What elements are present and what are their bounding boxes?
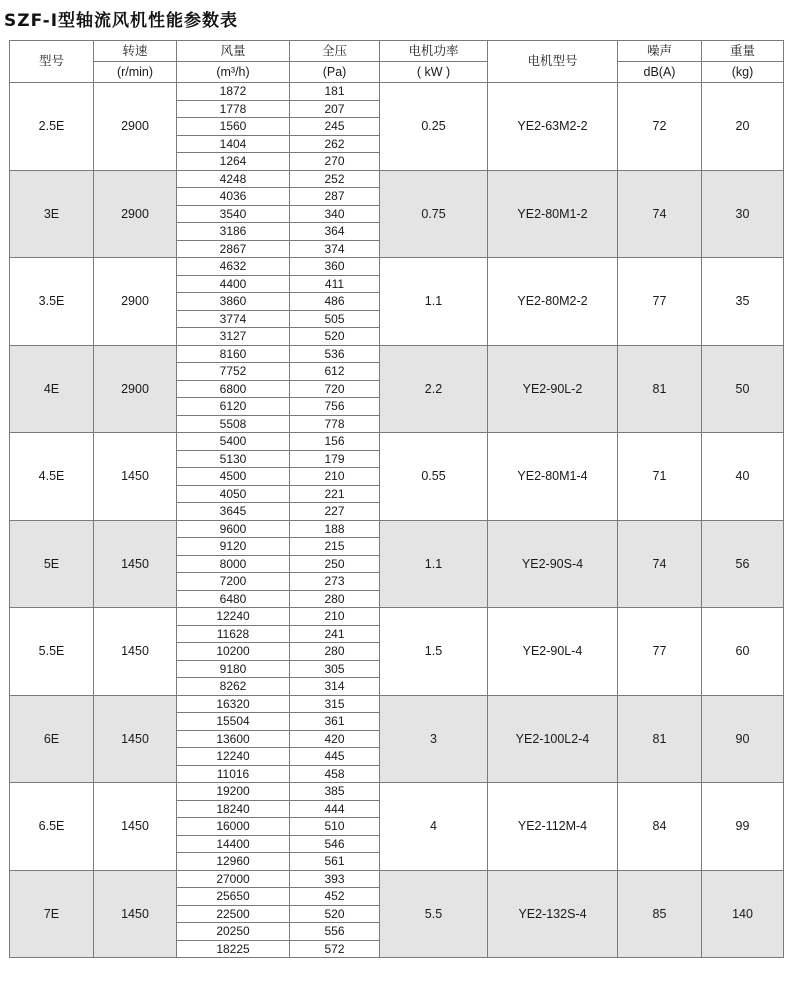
pressure-cell: 546 bbox=[290, 835, 380, 853]
header-power-unit: ( kW ) bbox=[380, 62, 488, 83]
speed-cell: 2900 bbox=[94, 170, 177, 258]
power-cell: 3 bbox=[380, 695, 488, 783]
table-row bbox=[10, 695, 784, 713]
airflow-cell: 25650 bbox=[177, 888, 290, 906]
model-cell: 4.5E bbox=[10, 433, 94, 521]
airflow-cell: 14400 bbox=[177, 835, 290, 853]
motor-cell: YE2-132S-4 bbox=[488, 870, 618, 958]
model-cell: 3.5E bbox=[10, 258, 94, 346]
pressure-cell: 215 bbox=[290, 538, 380, 556]
page-title: SZF-I型轴流风机性能参数表 bbox=[4, 11, 239, 31]
airflow-cell: 12240 bbox=[177, 748, 290, 766]
pressure-cell: 360 bbox=[290, 258, 380, 276]
airflow-cell: 3860 bbox=[177, 293, 290, 311]
noise-cell: 85 bbox=[618, 870, 702, 958]
airflow-cell: 16320 bbox=[177, 695, 290, 713]
header-pressure-unit: (Pa) bbox=[290, 62, 380, 83]
airflow-cell: 4036 bbox=[177, 188, 290, 206]
weight-cell: 56 bbox=[702, 520, 784, 608]
pressure-cell: 280 bbox=[290, 590, 380, 608]
header-speed-unit: (r/min) bbox=[94, 62, 177, 83]
weight-cell: 60 bbox=[702, 608, 784, 696]
airflow-cell: 1872 bbox=[177, 83, 290, 101]
model-cell: 5E bbox=[10, 520, 94, 608]
table-row bbox=[10, 783, 784, 801]
model-cell: 6E bbox=[10, 695, 94, 783]
table-row bbox=[10, 608, 784, 626]
motor-cell: YE2-80M2-2 bbox=[488, 258, 618, 346]
airflow-cell: 3127 bbox=[177, 328, 290, 346]
power-cell: 1.5 bbox=[380, 608, 488, 696]
header-power: 电机功率 bbox=[380, 41, 488, 62]
power-cell: 2.2 bbox=[380, 345, 488, 433]
header-weight-unit: (kg) bbox=[702, 62, 784, 83]
pressure-cell: 756 bbox=[290, 398, 380, 416]
pressure-cell: 181 bbox=[290, 83, 380, 101]
pressure-cell: 314 bbox=[290, 678, 380, 696]
airflow-cell: 1778 bbox=[177, 100, 290, 118]
pressure-cell: 561 bbox=[290, 853, 380, 871]
power-cell: 1.1 bbox=[380, 258, 488, 346]
airflow-cell: 4400 bbox=[177, 275, 290, 293]
header-motor: 电机型号 bbox=[488, 41, 618, 83]
motor-cell: YE2-90L-4 bbox=[488, 608, 618, 696]
airflow-cell: 18225 bbox=[177, 940, 290, 958]
weight-cell: 20 bbox=[702, 83, 784, 171]
weight-cell: 140 bbox=[702, 870, 784, 958]
pressure-cell: 720 bbox=[290, 380, 380, 398]
pressure-cell: 556 bbox=[290, 923, 380, 941]
pressure-cell: 612 bbox=[290, 363, 380, 381]
airflow-cell: 9600 bbox=[177, 520, 290, 538]
pressure-cell: 156 bbox=[290, 433, 380, 451]
airflow-cell: 22500 bbox=[177, 905, 290, 923]
pressure-cell: 445 bbox=[290, 748, 380, 766]
pressure-cell: 280 bbox=[290, 643, 380, 661]
weight-cell: 40 bbox=[702, 433, 784, 521]
motor-cell: YE2-63M2-2 bbox=[488, 83, 618, 171]
table-row bbox=[10, 870, 784, 888]
airflow-cell: 12960 bbox=[177, 853, 290, 871]
airflow-cell: 7752 bbox=[177, 363, 290, 381]
pressure-cell: 179 bbox=[290, 450, 380, 468]
airflow-cell: 3186 bbox=[177, 223, 290, 241]
airflow-cell: 3540 bbox=[177, 205, 290, 223]
noise-cell: 74 bbox=[618, 170, 702, 258]
pressure-cell: 374 bbox=[290, 240, 380, 258]
weight-cell: 30 bbox=[702, 170, 784, 258]
pressure-cell: 572 bbox=[290, 940, 380, 958]
table-row bbox=[10, 520, 784, 538]
table-body bbox=[10, 83, 784, 958]
model-cell: 3E bbox=[10, 170, 94, 258]
table-row bbox=[10, 258, 784, 276]
noise-cell: 74 bbox=[618, 520, 702, 608]
pressure-cell: 364 bbox=[290, 223, 380, 241]
noise-cell: 72 bbox=[618, 83, 702, 171]
speed-cell: 1450 bbox=[94, 870, 177, 958]
speed-cell: 1450 bbox=[94, 433, 177, 521]
pressure-cell: 250 bbox=[290, 555, 380, 573]
airflow-cell: 7200 bbox=[177, 573, 290, 591]
model-cell: 6.5E bbox=[10, 783, 94, 871]
weight-cell: 35 bbox=[702, 258, 784, 346]
airflow-cell: 4632 bbox=[177, 258, 290, 276]
noise-cell: 81 bbox=[618, 345, 702, 433]
header-noise-unit: dB(A) bbox=[618, 62, 702, 83]
noise-cell: 81 bbox=[618, 695, 702, 783]
airflow-cell: 6480 bbox=[177, 590, 290, 608]
noise-cell: 77 bbox=[618, 608, 702, 696]
pressure-cell: 520 bbox=[290, 905, 380, 923]
weight-cell: 50 bbox=[702, 345, 784, 433]
airflow-cell: 15504 bbox=[177, 713, 290, 731]
speed-cell: 1450 bbox=[94, 695, 177, 783]
airflow-cell: 1560 bbox=[177, 118, 290, 136]
header-pressure: 全压 bbox=[290, 41, 380, 62]
motor-cell: YE2-80M1-2 bbox=[488, 170, 618, 258]
airflow-cell: 20250 bbox=[177, 923, 290, 941]
airflow-cell: 27000 bbox=[177, 870, 290, 888]
airflow-cell: 5400 bbox=[177, 433, 290, 451]
airflow-cell: 4248 bbox=[177, 170, 290, 188]
pressure-cell: 221 bbox=[290, 485, 380, 503]
airflow-cell: 8160 bbox=[177, 345, 290, 363]
model-cell: 2.5E bbox=[10, 83, 94, 171]
pressure-cell: 420 bbox=[290, 730, 380, 748]
power-cell: 5.5 bbox=[380, 870, 488, 958]
header-speed: 转速 bbox=[94, 41, 177, 62]
pressure-cell: 210 bbox=[290, 468, 380, 486]
airflow-cell: 9180 bbox=[177, 660, 290, 678]
airflow-cell: 11016 bbox=[177, 765, 290, 783]
speed-cell: 2900 bbox=[94, 345, 177, 433]
weight-cell: 90 bbox=[702, 695, 784, 783]
airflow-cell: 18240 bbox=[177, 800, 290, 818]
pressure-cell: 778 bbox=[290, 415, 380, 433]
motor-cell: YE2-112M-4 bbox=[488, 783, 618, 871]
motor-cell: YE2-90S-4 bbox=[488, 520, 618, 608]
power-cell: 0.55 bbox=[380, 433, 488, 521]
pressure-cell: 452 bbox=[290, 888, 380, 906]
speed-cell: 1450 bbox=[94, 520, 177, 608]
airflow-cell: 11628 bbox=[177, 625, 290, 643]
pressure-cell: 207 bbox=[290, 100, 380, 118]
noise-cell: 84 bbox=[618, 783, 702, 871]
power-cell: 4 bbox=[380, 783, 488, 871]
airflow-cell: 3645 bbox=[177, 503, 290, 521]
pressure-cell: 458 bbox=[290, 765, 380, 783]
speed-cell: 1450 bbox=[94, 783, 177, 871]
weight-cell: 99 bbox=[702, 783, 784, 871]
airflow-cell: 19200 bbox=[177, 783, 290, 801]
airflow-cell: 8000 bbox=[177, 555, 290, 573]
header-airflow: 风量 bbox=[177, 41, 290, 62]
motor-cell: YE2-90L-2 bbox=[488, 345, 618, 433]
power-cell: 1.1 bbox=[380, 520, 488, 608]
pressure-cell: 273 bbox=[290, 573, 380, 591]
model-cell: 7E bbox=[10, 870, 94, 958]
airflow-cell: 6800 bbox=[177, 380, 290, 398]
table-row bbox=[10, 433, 784, 451]
speed-cell: 2900 bbox=[94, 83, 177, 171]
airflow-cell: 13600 bbox=[177, 730, 290, 748]
speed-cell: 2900 bbox=[94, 258, 177, 346]
power-cell: 0.75 bbox=[380, 170, 488, 258]
airflow-cell: 4050 bbox=[177, 485, 290, 503]
header-weight: 重量 bbox=[702, 41, 784, 62]
airflow-cell: 12240 bbox=[177, 608, 290, 626]
airflow-cell: 10200 bbox=[177, 643, 290, 661]
pressure-cell: 315 bbox=[290, 695, 380, 713]
motor-cell: YE2-80M1-4 bbox=[488, 433, 618, 521]
pressure-cell: 252 bbox=[290, 170, 380, 188]
airflow-cell: 2867 bbox=[177, 240, 290, 258]
table-header bbox=[10, 41, 784, 83]
pressure-cell: 393 bbox=[290, 870, 380, 888]
pressure-cell: 340 bbox=[290, 205, 380, 223]
pressure-cell: 520 bbox=[290, 328, 380, 346]
airflow-cell: 9120 bbox=[177, 538, 290, 556]
header-airflow-unit: (m³/h) bbox=[177, 62, 290, 83]
pressure-cell: 486 bbox=[290, 293, 380, 311]
pressure-cell: 444 bbox=[290, 800, 380, 818]
airflow-cell: 1404 bbox=[177, 135, 290, 153]
airflow-cell: 8262 bbox=[177, 678, 290, 696]
pressure-cell: 188 bbox=[290, 520, 380, 538]
pressure-cell: 270 bbox=[290, 153, 380, 171]
pressure-cell: 536 bbox=[290, 345, 380, 363]
model-cell: 5.5E bbox=[10, 608, 94, 696]
power-cell: 0.25 bbox=[380, 83, 488, 171]
pressure-cell: 241 bbox=[290, 625, 380, 643]
airflow-cell: 3774 bbox=[177, 310, 290, 328]
performance-table bbox=[9, 40, 784, 958]
noise-cell: 77 bbox=[618, 258, 702, 346]
motor-cell: YE2-100L2-4 bbox=[488, 695, 618, 783]
pressure-cell: 210 bbox=[290, 608, 380, 626]
pressure-cell: 227 bbox=[290, 503, 380, 521]
pressure-cell: 287 bbox=[290, 188, 380, 206]
pressure-cell: 505 bbox=[290, 310, 380, 328]
pressure-cell: 262 bbox=[290, 135, 380, 153]
airflow-cell: 16000 bbox=[177, 818, 290, 836]
header-model: 型号 bbox=[10, 41, 94, 83]
airflow-cell: 5508 bbox=[177, 415, 290, 433]
table-row bbox=[10, 170, 784, 188]
airflow-cell: 5130 bbox=[177, 450, 290, 468]
header-noise: 噪声 bbox=[618, 41, 702, 62]
airflow-cell: 6120 bbox=[177, 398, 290, 416]
model-cell: 4E bbox=[10, 345, 94, 433]
pressure-cell: 510 bbox=[290, 818, 380, 836]
table-row bbox=[10, 345, 784, 363]
table-row bbox=[10, 83, 784, 101]
pressure-cell: 385 bbox=[290, 783, 380, 801]
pressure-cell: 361 bbox=[290, 713, 380, 731]
pressure-cell: 245 bbox=[290, 118, 380, 136]
airflow-cell: 4500 bbox=[177, 468, 290, 486]
airflow-cell: 1264 bbox=[177, 153, 290, 171]
pressure-cell: 305 bbox=[290, 660, 380, 678]
noise-cell: 71 bbox=[618, 433, 702, 521]
pressure-cell: 411 bbox=[290, 275, 380, 293]
speed-cell: 1450 bbox=[94, 608, 177, 696]
